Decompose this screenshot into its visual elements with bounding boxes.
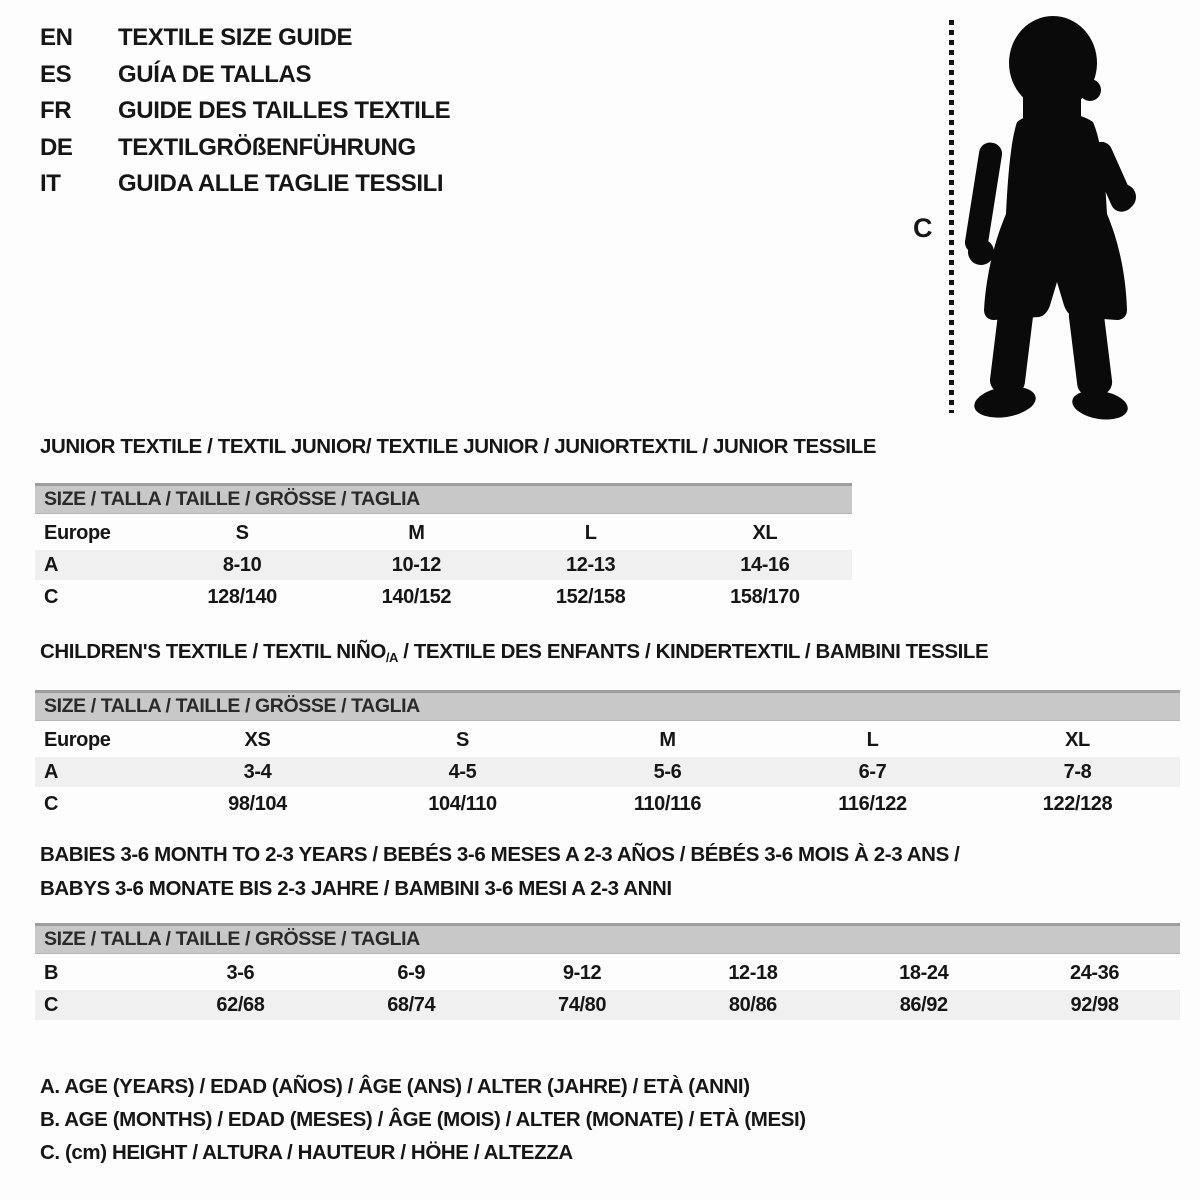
lang-title: GUÍA DE TALLAS [118, 60, 312, 88]
legend-line-c: C. (cm) HEIGHT / ALTURA / HAUTEUR / HÖHE / ALTEZZA [40, 1141, 573, 1164]
size-header-band: SIZE / TALLA / TAILLE / GRÖSSE / TAGLIA [35, 690, 1180, 721]
lang-code: ES [40, 60, 72, 88]
children-size-table [35, 690, 1180, 821]
cell-value: 7-8 [1063, 761, 1092, 783]
size-header-band: SIZE / TALLA / TAILLE / GRÖSSE / TAGLIA [35, 483, 852, 514]
cell-value: 10-12 [391, 554, 441, 576]
lang-row-it [40, 166, 450, 203]
table-row-a [35, 550, 852, 580]
height-measure-figure [905, 8, 1150, 428]
cell-value: 6-9 [397, 962, 426, 984]
table-row-a [35, 757, 1180, 787]
header-cell-size: S [456, 729, 469, 751]
lang-row-de [40, 130, 450, 167]
cell-value: 6-7 [858, 761, 887, 783]
table-row-c [35, 990, 1180, 1020]
lang-title: GUIDE DES TAILLES TEXTILE [118, 97, 451, 125]
cell-value: 98/104 [228, 793, 287, 815]
lang-code: IT [40, 170, 61, 198]
cell-value: 8-10 [222, 554, 262, 576]
lang-row-es [40, 57, 450, 94]
lang-code: FR [40, 97, 72, 125]
junior-size-table [35, 483, 852, 614]
row-label: A [44, 554, 59, 576]
babies-table-body [35, 958, 1180, 1020]
cell-value: 74/80 [558, 994, 607, 1016]
cell-value: 86/92 [899, 994, 948, 1016]
header-cell-size: L [584, 522, 597, 544]
cell-value: 68/74 [387, 994, 436, 1016]
cell-value: 24-36 [1069, 962, 1120, 984]
babies-size-table [35, 923, 1180, 1022]
cell-value: 3-6 [226, 962, 255, 984]
table-header-row [35, 518, 852, 548]
header-cell-size: XL [752, 522, 778, 544]
cell-value: 12-18 [728, 962, 778, 984]
header-cell-size: L [866, 729, 879, 751]
cell-value: 128/140 [207, 586, 277, 608]
row-label: C [44, 586, 59, 608]
cell-value: 104/110 [428, 793, 497, 815]
cell-value: 5-6 [653, 761, 682, 783]
table-row-c [35, 789, 1180, 819]
cell-value: 3-4 [243, 761, 272, 783]
lang-title: TEXTILGRÖßENFÜHRUNG [118, 133, 416, 161]
legend-line-b: B. AGE (MONTHS) / EDAD (MESES) / ÂGE (MOIS) / ALTER (MONATE) / ETÀ (MESI) [40, 1108, 806, 1131]
dotted-measure-line [949, 20, 954, 413]
row-label: B [44, 962, 59, 984]
header-cell-size: XS [244, 729, 271, 751]
cell-value: 12-13 [566, 554, 616, 576]
legend-line-a: A. AGE (YEARS) / EDAD (AÑOS) / ÂGE (ANS) / ALTER (JAHRE) / ETÀ (ANNI) [40, 1075, 750, 1098]
lang-code: DE [40, 133, 73, 161]
lang-row-en [40, 20, 450, 57]
size-header-band: SIZE / TALLA / TAILLE / GRÖSSE / TAGLIA [35, 923, 1180, 954]
header-cell-size: XL [1065, 729, 1090, 751]
babies-section-title-line1: BABIES 3-6 MONTH TO 2-3 YEARS / BEBÉS 3-6 MESES A 2-3 AÑOS / BÉBÉS 3-6 MOIS À 2-3 ANS / [40, 843, 960, 866]
cell-value: 14-16 [740, 554, 790, 576]
children-title-subscript: /A [385, 650, 398, 665]
cell-value: 140/152 [381, 586, 452, 608]
lang-title: GUIDA ALLE TAGLIE TESSILI [118, 170, 444, 198]
header-cell-size: M [408, 522, 425, 544]
cell-value: 80/86 [728, 994, 777, 1016]
junior-table-body [35, 518, 852, 612]
cell-value: 9-12 [562, 962, 602, 984]
lang-title: TEXTILE SIZE GUIDE [118, 24, 353, 52]
header-cell-region: Europe [44, 729, 111, 751]
language-title-block [40, 20, 450, 203]
table-row-c [35, 582, 852, 612]
children-table-body [35, 725, 1180, 819]
row-label: A [44, 761, 59, 783]
children-title-suffix: / TEXTILE DES ENFANTS / KINDERTEXTIL / BAMBINI TESSILE [397, 640, 989, 663]
lang-code: EN [40, 24, 73, 52]
cell-value: 122/128 [1042, 793, 1113, 815]
header-cell-size: S [235, 522, 249, 544]
cell-value: 152/158 [555, 586, 626, 608]
cell-value: 18-24 [899, 962, 949, 984]
toddler-silhouette-icon [963, 14, 1140, 421]
measurement-legend [40, 1070, 806, 1169]
children-title-prefix: CHILDREN'S TEXTILE / TEXTIL NIÑO [40, 640, 386, 663]
babies-section-title-line2: BABYS 3-6 MONATE BIS 2-3 JAHRE / BAMBINI 3-6 MESI A 2-3 ANNI [40, 877, 672, 900]
children-section-title [40, 640, 988, 665]
table-header-row [35, 725, 1180, 755]
table-row-b [35, 958, 1180, 988]
cell-value: 4-5 [448, 761, 477, 783]
header-cell-size: M [659, 729, 676, 751]
cell-value: 92/98 [1070, 994, 1119, 1016]
measure-c-label: C [913, 213, 933, 243]
cell-value: 158/170 [730, 586, 800, 608]
row-label: C [44, 793, 59, 815]
lang-row-fr [40, 93, 450, 130]
junior-section-title: JUNIOR TEXTILE / TEXTIL JUNIOR/ TEXTILE JUNIOR / JUNIORTEXTIL / JUNIOR TESSILE [40, 435, 876, 458]
cell-value: 110/116 [633, 793, 702, 815]
row-label: C [44, 994, 59, 1016]
cell-value: 62/68 [216, 994, 265, 1016]
cell-value: 116/122 [838, 793, 907, 815]
header-cell-region: Europe [44, 522, 111, 544]
